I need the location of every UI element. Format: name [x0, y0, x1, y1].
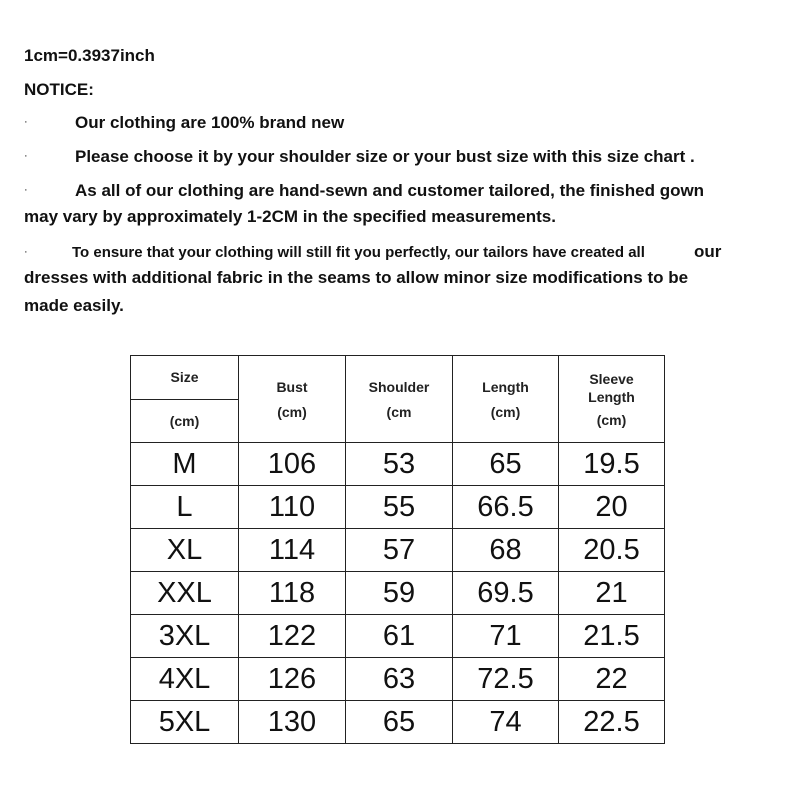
header-size — [131, 356, 239, 443]
bullet-dot: · — [24, 116, 28, 128]
cell-shoulder: 53 — [346, 443, 453, 486]
cell-sleeve-length: 22 — [559, 658, 665, 701]
header-bust-label: Bust — [276, 378, 308, 395]
cell-length: 69.5 — [453, 572, 559, 615]
cell-shoulder: 55 — [346, 486, 453, 529]
table-row — [131, 615, 665, 658]
cell-shoulder: 57 — [346, 529, 453, 572]
table-row — [131, 486, 665, 529]
header-shoulder-unit: (cm — [386, 403, 412, 420]
header-shoulder-label: Shoulder — [368, 378, 430, 395]
cell-shoulder: 63 — [346, 658, 453, 701]
header-length — [453, 356, 559, 443]
header-size-label: Size — [131, 356, 238, 400]
header-shoulder — [346, 356, 453, 443]
cell-size: M — [131, 443, 239, 486]
header-sleeve-length-label: Sleeve Length — [588, 371, 635, 405]
bullet-dot: · — [24, 150, 28, 162]
cell-size: 3XL — [131, 615, 239, 658]
cell-size: 5XL — [131, 701, 239, 744]
header-sleeve-length-unit: (cm) — [596, 412, 627, 428]
notice-item-3-line1: As all of our clothing are hand-sewn and customer tailored, the finished gown — [75, 181, 705, 200]
table-row — [131, 443, 665, 486]
table-header-row — [131, 356, 665, 443]
header-bust — [239, 356, 346, 443]
cell-size: XL — [131, 529, 239, 572]
cell-sleeve-length: 20.5 — [559, 529, 665, 572]
bullet-dot: · — [24, 184, 28, 196]
cell-shoulder: 65 — [346, 701, 453, 744]
notice-item-4-line3: made easily. — [24, 296, 124, 315]
notice-item-3-line2: may vary by approximately 1-2CM in the specified measurements. — [24, 207, 556, 226]
header-length-unit: (cm) — [490, 403, 521, 420]
cell-sleeve-length: 20 — [559, 486, 665, 529]
cell-length: 66.5 — [453, 486, 559, 529]
cell-bust: 122 — [239, 615, 346, 658]
cell-sleeve-length: 21 — [559, 572, 665, 615]
bullet-dot: · — [24, 246, 28, 258]
cell-length: 65 — [453, 443, 559, 486]
cell-bust: 126 — [239, 658, 346, 701]
notice-item-1: Our clothing are 100% brand new — [75, 113, 345, 132]
size-chart-table — [130, 355, 665, 744]
table-row — [131, 701, 665, 744]
table-row — [131, 658, 665, 701]
cell-shoulder: 61 — [346, 615, 453, 658]
notice-item-4-line1: To ensure that your clothing will still fit you perfectly, our tailors have created all — [72, 244, 645, 261]
cell-shoulder: 59 — [346, 572, 453, 615]
cell-size: 4XL — [131, 658, 239, 701]
cell-length: 72.5 — [453, 658, 559, 701]
cell-length: 71 — [453, 615, 559, 658]
cell-bust: 114 — [239, 529, 346, 572]
cell-sleeve-length: 21.5 — [559, 615, 665, 658]
cell-length: 74 — [453, 701, 559, 744]
cell-size: XXL — [131, 572, 239, 615]
cell-sleeve-length: 22.5 — [559, 701, 665, 744]
unit-conversion: 1cm=0.3937inch — [24, 46, 155, 65]
header-sleeve-length — [559, 356, 665, 443]
notice-item-4-line2: dresses with additional fabric in the seams to allow minor size modifications to be — [24, 268, 689, 287]
cell-bust: 118 — [239, 572, 346, 615]
notice-item-2: Please choose it by your shoulder size or your bust size with this size chart . — [75, 147, 695, 166]
table-row — [131, 529, 665, 572]
cell-length: 68 — [453, 529, 559, 572]
cell-size: L — [131, 486, 239, 529]
header-size-unit: (cm) — [169, 413, 200, 429]
table-row — [131, 572, 665, 615]
cell-bust: 130 — [239, 701, 346, 744]
header-length-label: Length — [482, 378, 529, 395]
notice-title: NOTICE: — [24, 80, 94, 99]
cell-bust: 110 — [239, 486, 346, 529]
header-bust-unit: (cm) — [277, 403, 307, 420]
cell-bust: 106 — [239, 443, 346, 486]
notice-item-4-line1-tail: our — [694, 242, 722, 261]
cell-sleeve-length: 19.5 — [559, 443, 665, 486]
